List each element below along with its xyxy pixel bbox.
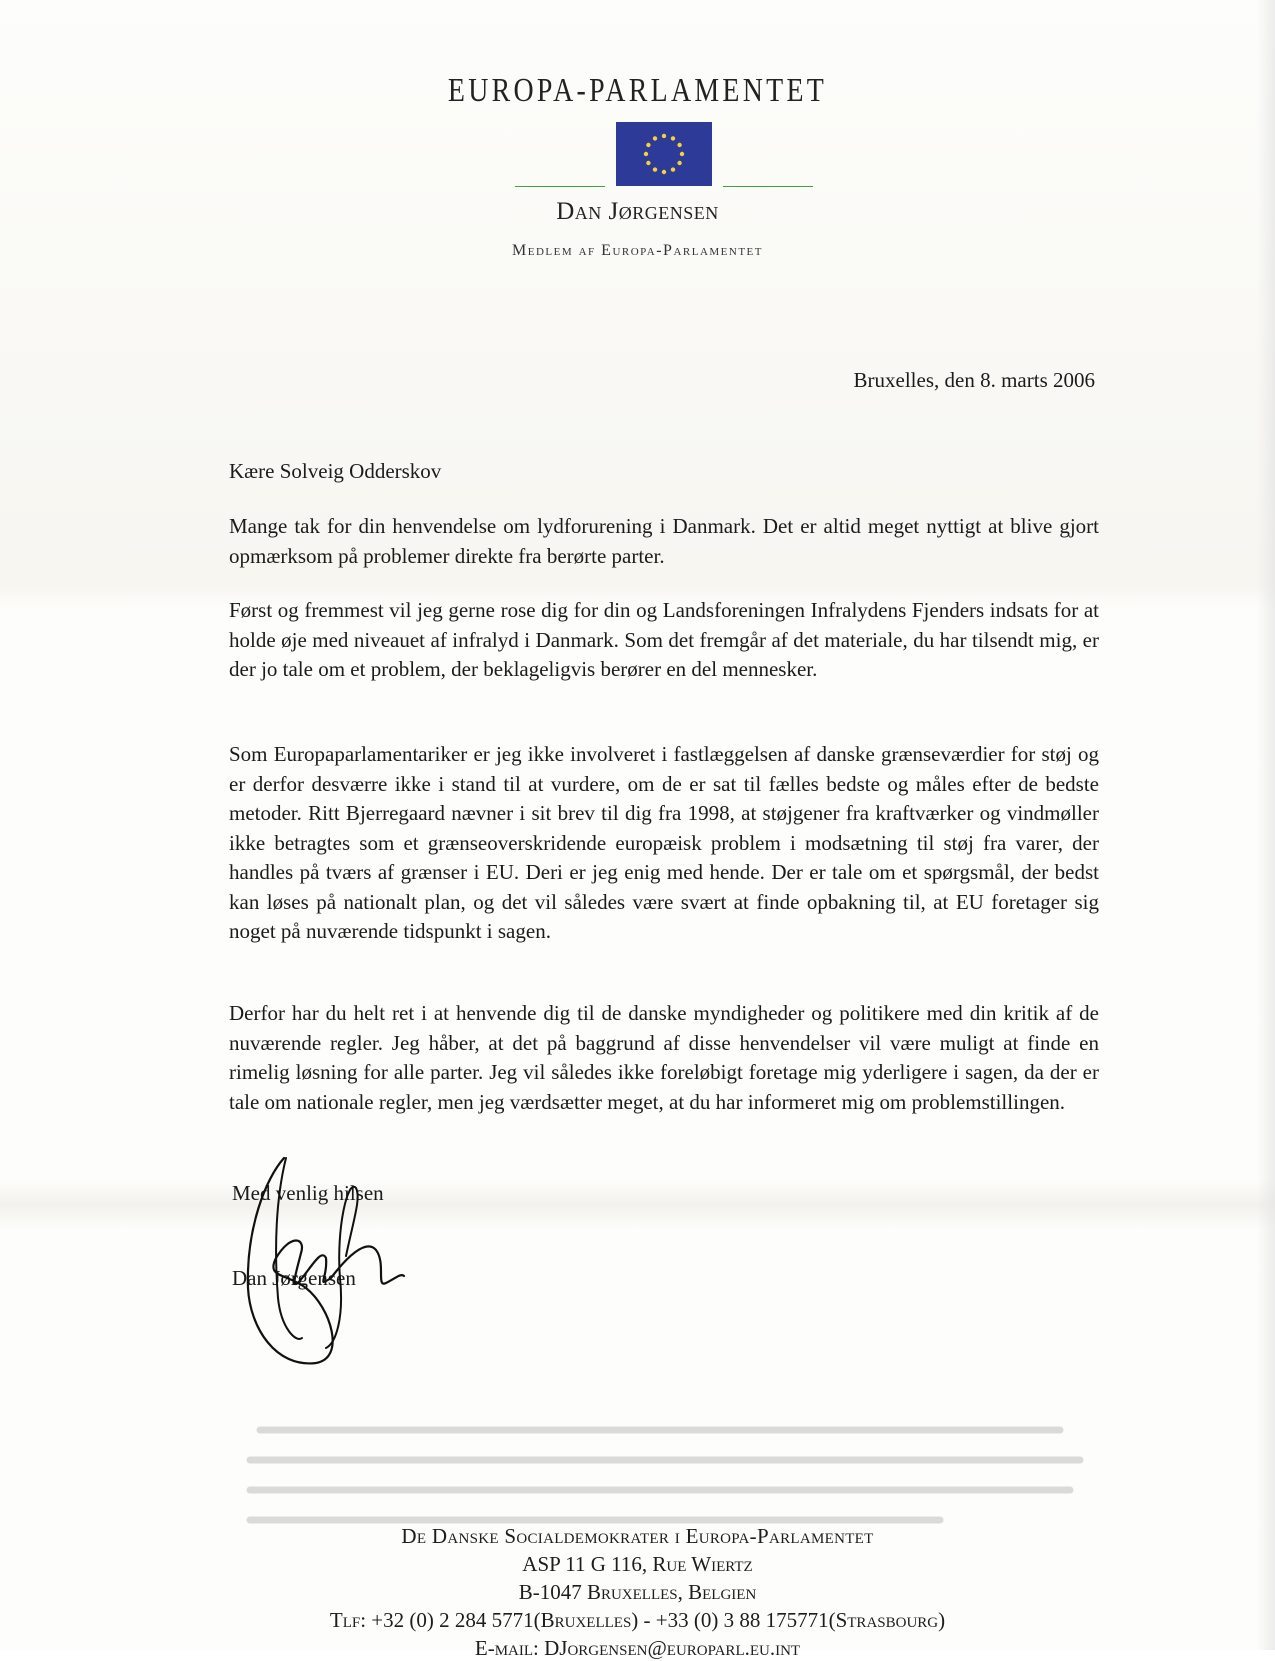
letterhead-rule-right	[723, 186, 813, 187]
letterhead-rule-left	[515, 186, 605, 187]
flag-star	[671, 167, 675, 171]
handwritten-signature	[236, 1138, 406, 1368]
flag-star	[662, 170, 666, 174]
eu-flag-icon	[616, 122, 712, 186]
footer-organization: De Danske Socialdemokrater i Europa-Parlamentet	[401, 1524, 874, 1548]
footer-address-line: ASP 11 G 116, Rue Wiertz	[522, 1552, 753, 1576]
flag-star	[653, 136, 657, 140]
flag-star	[662, 134, 666, 138]
flag-star	[680, 152, 684, 156]
flag-star	[671, 136, 675, 140]
letterhead-subtitle: Medlem af Europa-Parlamentet	[512, 242, 763, 259]
letter-date: Bruxelles, den 8. marts 2006	[853, 368, 1095, 392]
flag-star	[646, 161, 650, 165]
letter-closing: Med venlig hilsen	[232, 1181, 384, 1205]
letter-signer: Dan Jørgensen	[232, 1266, 356, 1290]
letter-paragraph: Først og fremmest vil jeg gerne rose dig for din og Landsforeningen Infralydens Fjenders indsats for at holde øje med niveauet af infralyd i Danmark. Som det fremgår af det materiale, du har tilsendt mig, er der jo tale om et problem, der beklageligvis berører en del mennesker.	[229, 598, 1099, 681]
letter-paragraph: Mange tak for din henvendelse om lydforurening i Danmark. Det er altid meget nyttigt at blive gjort opmærksom på problemer direkte fra berørte parter.	[229, 514, 1099, 568]
flag-star	[653, 167, 657, 171]
flag-star	[644, 152, 648, 156]
letterhead-title: EUROPA-PARLAMENTET	[447, 72, 828, 109]
flag-star	[677, 143, 681, 147]
letterhead-name: Dan Jørgensen	[556, 198, 719, 225]
letter-salutation: Kære Solveig Odderskov	[229, 459, 442, 483]
show-through-text	[240, 1420, 1100, 1540]
footer-city-line: B-1047 Bruxelles, Belgien	[518, 1580, 757, 1604]
flag-star	[677, 161, 681, 165]
flag-star	[646, 143, 650, 147]
letter-paragraph: Som Europaparlamentariker er jeg ikke involveret i fastlæggelsen af danske grænseværdier for støj og er derfor desværre ikke i stand til at vurdere, om de er sat til fælles bedste og måles efter de bedste metoder. Ritt Bjerregaard nævner i sit brev til dig fra 1998, at støjgener fra kraftværker og vindmøller ikke betragtes som et grænseoverskridende europæisk problem i modsætning til støj fra varer, der handles på tværs af grænser i EU. Deri er jeg enig med hende. Der er tale om et spørgsmål, der bedst kan løses på nationalt plan, og det vil således være svært at finde opbakning til, at EU foretager sig noget på nuværende tidspunkt i sagen.	[229, 742, 1099, 943]
footer-email-line: E-mail: DJorgensen@europarl.eu.int	[474, 1636, 801, 1660]
letter-paragraph: Derfor har du helt ret i at henvende dig til de danske myndigheder og politikere med din kritik af de nuværende regler. Jeg håber, at det på baggrund af disse henvendelser vil være muligt at finde en rimelig løsning for alle parter. Jeg vil således ikke foreløbigt foretage mig yderligere i sagen, da der er tale om nationale regler, men jeg værdsætter meget, at du har informeret mig om problemstillingen.	[229, 1001, 1099, 1114]
footer-phone-line: Tlf: +32 (0) 2 284 5771(Bruxelles) - +33 (0) 3 88 175771(Strasbourg)	[329, 1608, 946, 1632]
